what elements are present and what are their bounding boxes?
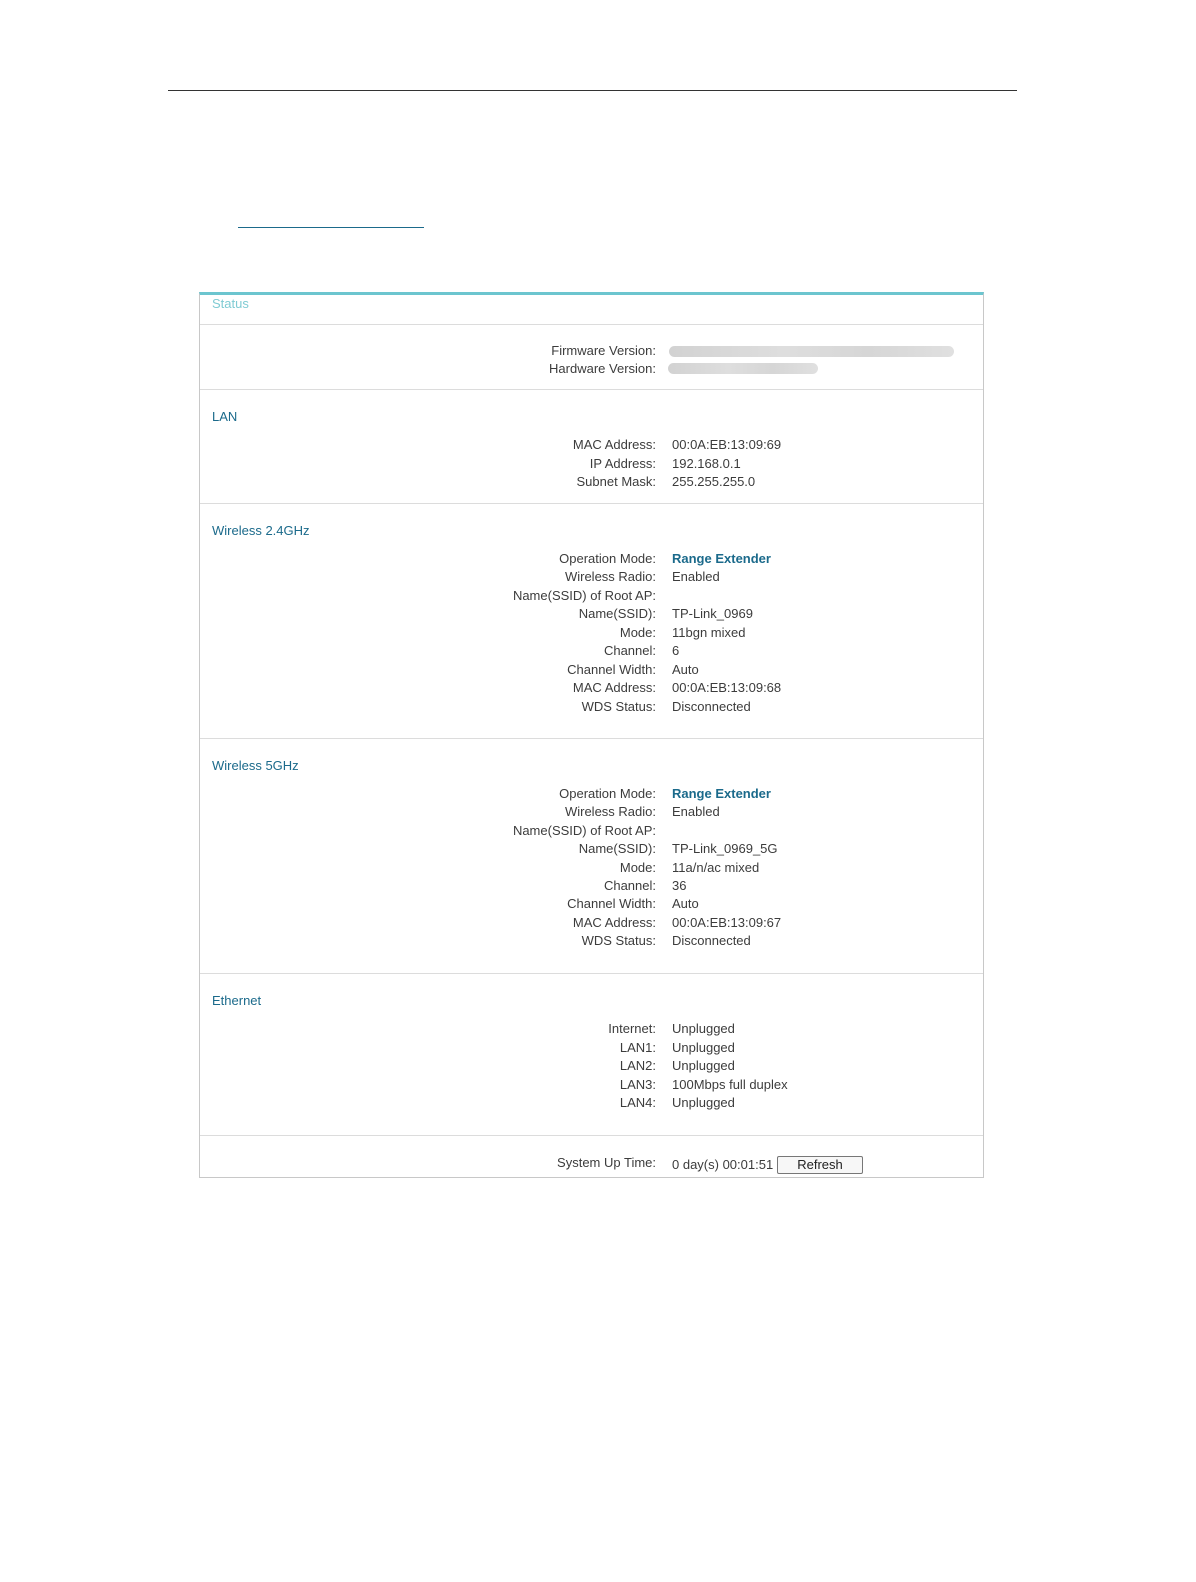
eth-lan3-value: 100Mbps full duplex (672, 1077, 788, 1092)
wireless-24-row (200, 605, 983, 623)
status-panel (199, 292, 984, 1178)
wireless-24-row (200, 698, 983, 716)
wireless-24-row (200, 568, 983, 586)
section-divider (200, 738, 983, 739)
w24-mode-value: 11bgn mixed (672, 625, 746, 640)
eth-lan1-label: LAN1: (619, 1040, 656, 1055)
hyperlink-underline[interactable] (238, 227, 424, 228)
lan-ip-value: 192.168.0.1 (672, 456, 741, 471)
firmware-version-redacted (669, 346, 954, 357)
w5-ssid-value: TP-Link_0969_5G (672, 841, 778, 856)
hardware-version-redacted (668, 363, 818, 374)
w5-radio-label: Wireless Radio: (564, 804, 656, 819)
wireless-5-row (200, 785, 983, 803)
hardware-version-row (200, 360, 983, 378)
system-uptime-label: System Up Time: (557, 1155, 656, 1170)
lan-row (200, 473, 983, 491)
wireless-24-row (200, 679, 983, 697)
wireless-5-row (200, 803, 983, 821)
w24-wds-label: WDS Status: (581, 699, 656, 714)
eth-lan3-label: LAN3: (619, 1077, 656, 1092)
w5-ssid-label: Name(SSID): (578, 841, 656, 856)
wireless-5-row (200, 895, 983, 913)
wireless-5-row (200, 914, 983, 932)
w24-channel-label: Channel: (603, 643, 656, 658)
eth-lan1-value: Unplugged (672, 1040, 735, 1055)
page-header-rule (168, 90, 1017, 91)
lan-subnet-label: Subnet Mask: (576, 474, 656, 489)
firmware-version-row (200, 342, 983, 360)
ethernet-row (200, 1057, 983, 1075)
w24-ssid-label: Name(SSID): (578, 606, 656, 621)
eth-internet-value: Unplugged (672, 1021, 735, 1036)
eth-lan4-value: Unplugged (672, 1095, 735, 1110)
w24-wds-value: Disconnected (672, 699, 751, 714)
lan-row (200, 455, 983, 473)
lan-section-title: LAN (212, 409, 238, 424)
wireless-24-row (200, 550, 983, 568)
w24-channel-value: 6 (672, 643, 680, 658)
lan-mac-label: MAC Address: (572, 437, 656, 452)
w5-operation-mode-label: Operation Mode: (559, 786, 656, 801)
system-uptime-row (200, 1154, 983, 1172)
w24-radio-value: Enabled (672, 569, 720, 584)
wireless-5-row (200, 822, 983, 840)
w24-ssid-value: TP-Link_0969 (672, 606, 753, 621)
wireless-5-row (200, 877, 983, 895)
wireless-5-row (200, 840, 983, 858)
section-divider (200, 1135, 983, 1136)
w24-channel-width-label: Channel Width: (567, 662, 656, 677)
w24-mac-label: MAC Address: (572, 680, 656, 695)
w24-mode-label: Mode: (619, 625, 656, 640)
w24-operation-mode-label: Operation Mode: (559, 551, 656, 566)
w5-wds-label: WDS Status: (581, 933, 656, 948)
lan-row (200, 436, 983, 454)
wireless-5-section-title: Wireless 5GHz (212, 758, 299, 773)
w5-channel-label: Channel: (603, 878, 656, 893)
w5-mode-label: Mode: (619, 860, 656, 875)
eth-lan4-label: LAN4: (619, 1095, 656, 1110)
eth-internet-label: Internet: (608, 1021, 656, 1036)
firmware-version-label: Firmware Version: (551, 343, 656, 358)
hardware-version-label: Hardware Version: (549, 361, 656, 376)
w24-operation-mode-value: Range Extender (672, 551, 771, 566)
ethernet-row (200, 1094, 983, 1112)
w5-channel-width-value: Auto (672, 896, 699, 911)
lan-subnet-value: 255.255.255.0 (672, 474, 756, 489)
panel-title: Status (212, 296, 249, 311)
eth-lan2-label: LAN2: (619, 1058, 656, 1073)
section-divider (200, 389, 983, 390)
wireless-24-section-title: Wireless 2.4GHz (212, 523, 310, 538)
wireless-24-row (200, 624, 983, 642)
ethernet-section-title: Ethernet (212, 993, 262, 1008)
wireless-24-row (200, 661, 983, 679)
lan-mac-value: 00:0A:EB:13:09:69 (672, 437, 782, 452)
section-divider (200, 324, 983, 325)
system-uptime-value: 0 day(s) 00:01:51 (672, 1157, 774, 1172)
wireless-5-row (200, 932, 983, 950)
lan-ip-label: IP Address: (589, 456, 656, 471)
section-divider (200, 973, 983, 974)
section-divider (200, 503, 983, 504)
w5-channel-value: 36 (672, 878, 687, 893)
ethernet-row (200, 1039, 983, 1057)
w5-mode-value: 11a/n/ac mixed (672, 860, 760, 875)
w24-mac-value: 00:0A:EB:13:09:68 (672, 680, 782, 695)
w5-root-ap-label: Name(SSID) of Root AP: (512, 823, 656, 838)
eth-lan2-value: Unplugged (672, 1058, 735, 1073)
ethernet-row (200, 1020, 983, 1038)
wireless-24-row (200, 587, 983, 605)
wireless-24-row (200, 642, 983, 660)
refresh-button[interactable]: Refresh (777, 1156, 863, 1174)
w24-radio-label: Wireless Radio: (564, 569, 656, 584)
ethernet-row (200, 1076, 983, 1094)
w5-radio-value: Enabled (672, 804, 720, 819)
w24-root-ap-label: Name(SSID) of Root AP: (512, 588, 656, 603)
w5-mac-label: MAC Address: (572, 915, 656, 930)
w5-wds-value: Disconnected (672, 933, 751, 948)
w5-channel-width-label: Channel Width: (567, 896, 656, 911)
w5-mac-value: 00:0A:EB:13:09:67 (672, 915, 782, 930)
w24-channel-width-value: Auto (672, 662, 699, 677)
w5-operation-mode-value: Range Extender (672, 786, 771, 801)
wireless-5-row (200, 859, 983, 877)
